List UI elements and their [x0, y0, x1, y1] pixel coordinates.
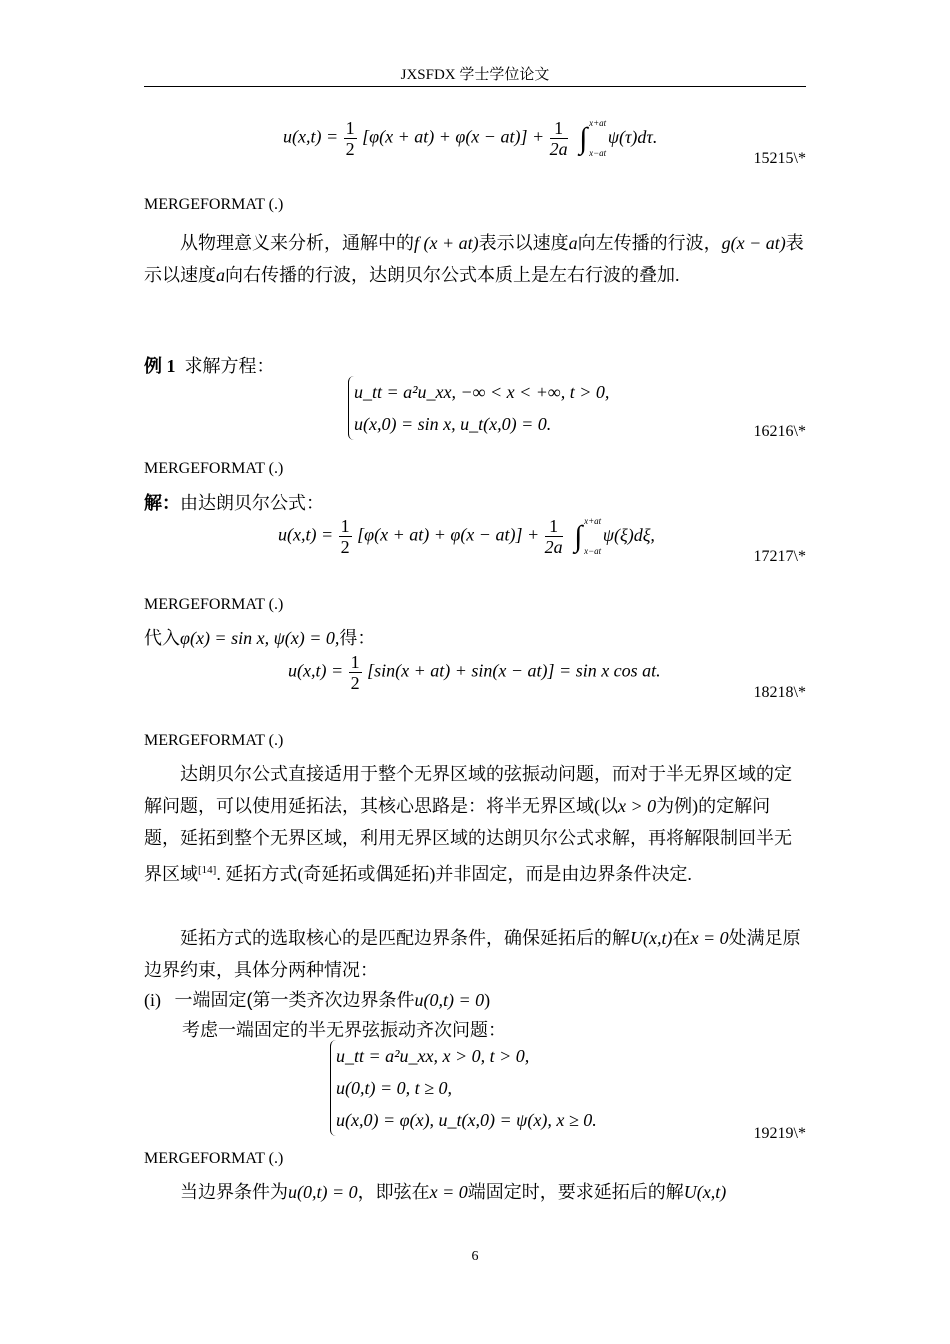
mergeformat-16: MERGEFORMAT (.) [144, 460, 284, 477]
eq16-line2: u(x,0) = sin x, u_t(x,0) = 0. [354, 414, 552, 434]
example-1-heading: 例 1 求解方程： [144, 356, 275, 376]
solution-heading: 解：由达朗贝尔公式： [144, 493, 324, 513]
equation-17: u(x,t) = $\frac{1}{2}$ [φ(x + at) + φ(x − at)] + $\frac{1}{2a}$ ∫ x+at x−at ψ(ξ)dξ, [278, 515, 655, 557]
page-number: 6 [471, 1249, 479, 1264]
mergeformat-19: MERGEFORMAT (.) [144, 1150, 284, 1167]
citation: [14] [198, 864, 217, 876]
case-1-text: 考虑一端固定的半无界弦振动齐次问题： [182, 1020, 506, 1040]
equation-18: u(x,t) = $\frac{1}{2}$ [sin(x + at) + sin(x − at)] = sin x cos at. [288, 652, 661, 693]
eq15-lhs: u(x,t) = [283, 126, 339, 147]
equation-19-system: u_tt = a²u_xx, x > 0, t > 0, u(0,t) = 0, t ≥ 0, u(x,0) = φ(x), u_t(x,0) = ψ(x), x ≥ 0. [330, 1040, 597, 1136]
substitution-line: 代入φ(x) = sin x, ψ(x) = 0,得： [144, 628, 376, 648]
equation-number-18: 18218\* [753, 684, 806, 701]
paragraph-boundary-matching: 延拓方式的选取核心的是匹配边界条件，确保延拓后的解U(x,t)在x = 0处满足原边界约束，具体分两种情况： [144, 928, 801, 980]
mergeformat-15: MERGEFORMAT (.) [144, 196, 284, 213]
equation-number-15: 15215\* [753, 150, 806, 167]
equation-15 [283, 118, 657, 159]
g-expression: g(x − at) [721, 233, 786, 253]
integral-sign: ∫ x+at x−at [579, 117, 607, 158]
eq15-fraction: $\frac{1}{2}$ [345, 118, 355, 159]
paragraph-extension-method: 达朗贝尔公式直接适用于整个无界区域的弦振动问题，而对于半无界区域的定解问题，可以使用延拓法，其核心思路是：将半无界区域(以x > 0为例)的定解问题，延拓到整个无界区域，利用无界区域的达朗贝尔公式求解，再将解限制回半无界区域[14]. 延拓方式(奇延拓或偶延拓)并非固定，而是由边界条件决定. [144, 764, 792, 884]
equation-16-system [348, 376, 609, 440]
integral-sign: ∫ x+at x−at [574, 515, 602, 556]
equation-number-16: 16216\* [753, 423, 806, 440]
running-header: JXSFDX 学士学位论文 [400, 67, 550, 83]
eq15-bracket: [φ(x + at) + φ(x − at)] + [362, 126, 545, 147]
equation-number-19: 19219\* [753, 1125, 806, 1142]
paragraph-fixed-end: 当边界条件为u(0,t) = 0，即弦在x = 0端固定时，要求延拓后的解U(x,t) [180, 1182, 727, 1202]
paragraph-traveling-waves: 从物理意义来分析，通解中的f (x + at)表示以速度a向左传播的行波，g(x − at)表示以速度a向右传播的行波，达朗贝尔公式本质上是左右行波的叠加. [144, 233, 804, 285]
case-1-heading: (i) 一端固定(第一类齐次边界条件u(0,t) = 0) [144, 990, 491, 1010]
eq16-line1: u_tt = a²u_xx, −∞ < x < +∞, t > 0, [354, 382, 610, 402]
f-expression: f (x + at) [414, 233, 479, 253]
mergeformat-17: MERGEFORMAT (.) [144, 596, 284, 613]
eq15-fraction2: $\frac{1}{2a}$ [549, 118, 568, 159]
header-rule [144, 86, 806, 87]
equation-number-17: 17217\* [753, 548, 806, 565]
mergeformat-18: MERGEFORMAT (.) [144, 732, 284, 749]
eq15-integrand: ψ(τ)dτ. [607, 126, 658, 147]
